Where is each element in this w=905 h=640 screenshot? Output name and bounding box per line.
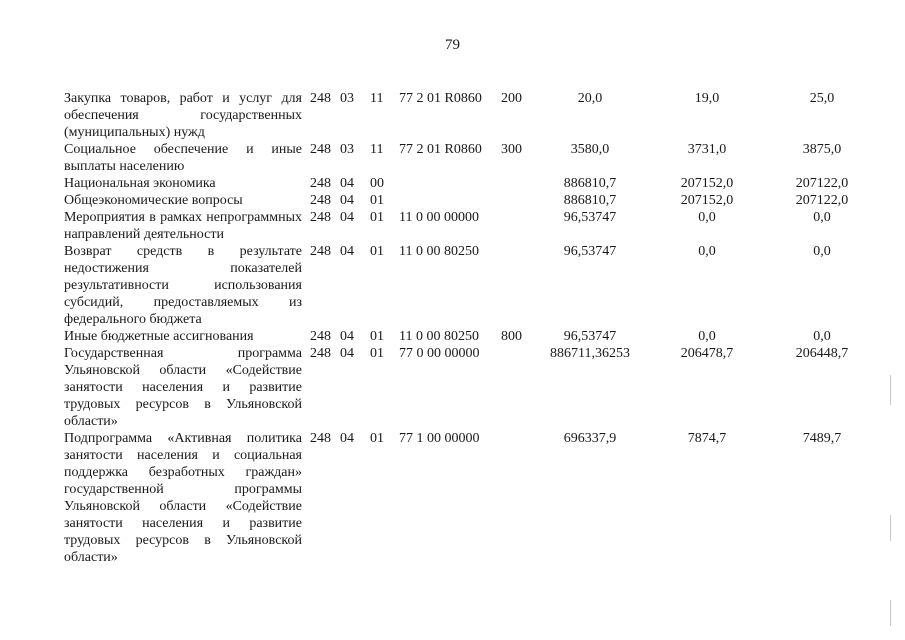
- table-row: [64, 243, 871, 328]
- section-code-cell: 04: [340, 193, 354, 208]
- amount-year2-cell: 0,0: [698, 329, 716, 344]
- amount-year2-cell: 206478,7: [680, 346, 734, 361]
- amount-year1-cell: 3580,0: [570, 142, 610, 157]
- target-article-cell: 11 0 00 80250: [399, 329, 479, 344]
- amount-year3-cell: 0,0: [813, 244, 831, 259]
- subsection-code-cell: 11: [370, 91, 384, 106]
- section-code-cell: 03: [340, 142, 354, 157]
- page-number: 79: [445, 37, 460, 53]
- target-article-cell: 77 2 01 R0860: [399, 142, 482, 157]
- grbs-code-cell: 248: [310, 210, 331, 225]
- table-row: [64, 209, 871, 243]
- expense-type-cell: [501, 192, 539, 209]
- table-row: [64, 328, 871, 345]
- amount-year2-cell: 207152,0: [680, 193, 734, 208]
- row-name-cell: Закупка товаров, работ и услуг для обеспечения государственных (муниципальных) нужд: [64, 91, 302, 140]
- row-name-cell: Общеэкономические вопросы: [64, 193, 243, 208]
- amount-year1-cell: 886810,7: [563, 193, 617, 208]
- amount-year3-cell: 207122,0: [795, 176, 849, 191]
- amount-year1-cell: 20,0: [577, 91, 603, 106]
- target-article-cell: [399, 175, 501, 192]
- row-name-cell: Подпрограмма «Активная политика занятости населения и социальная поддержка безработных граждан» государственной программы Ульяновской области «Содействие занятости населения и развитие трудовых ресурсов в Ульяновской области»: [64, 431, 302, 565]
- target-article-cell: 77 0 00 00000: [399, 346, 480, 361]
- row-name-cell: Государственная программа Ульяновской области «Содействие занятости населения и развитие трудовых ресурсов в Ульяновской области»: [64, 346, 302, 429]
- section-code-cell: 04: [340, 431, 354, 446]
- expense-type-cell: [501, 175, 539, 192]
- amount-year1-cell: 696337,9: [563, 431, 617, 446]
- expense-type-cell: [501, 345, 539, 430]
- table-row: [64, 345, 871, 430]
- amount-year3-cell: 207122,0: [795, 193, 849, 208]
- amount-year2-cell: 207152,0: [680, 176, 734, 191]
- expense-type-cell: 300: [501, 142, 522, 157]
- target-article-cell: 11 0 00 00000: [399, 210, 479, 225]
- row-name-cell: Иные бюджетные ассигнования: [64, 329, 254, 344]
- amount-year3-cell: 0,0: [813, 329, 831, 344]
- table-row: [64, 430, 871, 566]
- grbs-code-cell: 248: [310, 431, 331, 446]
- section-code-cell: 03: [340, 91, 354, 106]
- amount-year1-cell: 886711,36253: [550, 346, 630, 361]
- table-row: [64, 192, 871, 209]
- grbs-code-cell: 248: [310, 244, 331, 259]
- scan-edge-mark: [890, 600, 891, 626]
- scan-edge-mark: [890, 515, 891, 541]
- section-code-cell: 04: [340, 346, 354, 361]
- amount-year2-cell: 0,0: [698, 244, 716, 259]
- amount-year3-cell: 0,0: [813, 210, 831, 225]
- section-code-cell: 04: [340, 210, 354, 225]
- amount-year3-cell: 3875,0: [802, 142, 842, 157]
- subsection-code-cell: 01: [370, 244, 384, 259]
- subsection-code-cell: 00: [370, 176, 384, 191]
- row-name-cell: Социальное обеспечение и иные выплаты населению: [64, 142, 302, 174]
- subsection-code-cell: 01: [370, 431, 384, 446]
- amount-year2-cell: 3731,0: [687, 142, 727, 157]
- scan-edge-mark: [890, 375, 891, 405]
- subsection-code-cell: 01: [370, 193, 384, 208]
- amount-year2-cell: 7874,7: [687, 431, 727, 446]
- expense-type-cell: 200: [501, 91, 522, 106]
- table-row: [64, 175, 871, 192]
- amount-year1-cell: 96,53747: [563, 329, 617, 344]
- expense-type-cell: [501, 209, 539, 243]
- grbs-code-cell: 248: [310, 142, 331, 157]
- row-name-cell: Мероприятия в рамках непрограммных направлений деятельности: [64, 210, 302, 242]
- amount-year3-cell: 7489,7: [802, 431, 842, 446]
- section-code-cell: 04: [340, 244, 354, 259]
- subsection-code-cell: 01: [370, 329, 384, 344]
- grbs-code-cell: 248: [310, 193, 331, 208]
- grbs-code-cell: 248: [310, 329, 331, 344]
- target-article-cell: 11 0 00 80250: [399, 244, 479, 259]
- section-code-cell: 04: [340, 329, 354, 344]
- expense-type-cell: [501, 430, 539, 566]
- amount-year1-cell: 96,53747: [563, 244, 617, 259]
- amount-year1-cell: 886810,7: [563, 176, 617, 191]
- row-name-cell: Национальная экономика: [64, 176, 216, 191]
- row-name-cell: Возврат средств в результате недостижения показателей результативности использования субсидий, предоставляемых из федерального бюджета: [64, 244, 302, 327]
- subsection-code-cell: 11: [370, 142, 384, 157]
- amount-year2-cell: 19,0: [694, 91, 720, 106]
- table-row: [64, 90, 871, 141]
- budget-table: [64, 90, 871, 566]
- grbs-code-cell: 248: [310, 91, 331, 106]
- expense-type-cell: 800: [501, 329, 522, 344]
- grbs-code-cell: 248: [310, 176, 331, 191]
- target-article-cell: 77 2 01 R0860: [399, 91, 482, 106]
- expense-type-cell: [501, 243, 539, 328]
- amount-year3-cell: 25,0: [809, 91, 835, 106]
- amount-year2-cell: 0,0: [698, 210, 716, 225]
- amount-year3-cell: 206448,7: [795, 346, 849, 361]
- subsection-code-cell: 01: [370, 346, 384, 361]
- grbs-code-cell: 248: [310, 346, 331, 361]
- target-article-cell: 77 1 00 00000: [399, 431, 480, 446]
- section-code-cell: 04: [340, 176, 354, 191]
- table-row: [64, 141, 871, 175]
- amount-year1-cell: 96,53747: [563, 210, 617, 225]
- budget-table-body: [64, 90, 871, 566]
- target-article-cell: [399, 192, 501, 209]
- subsection-code-cell: 01: [370, 210, 384, 225]
